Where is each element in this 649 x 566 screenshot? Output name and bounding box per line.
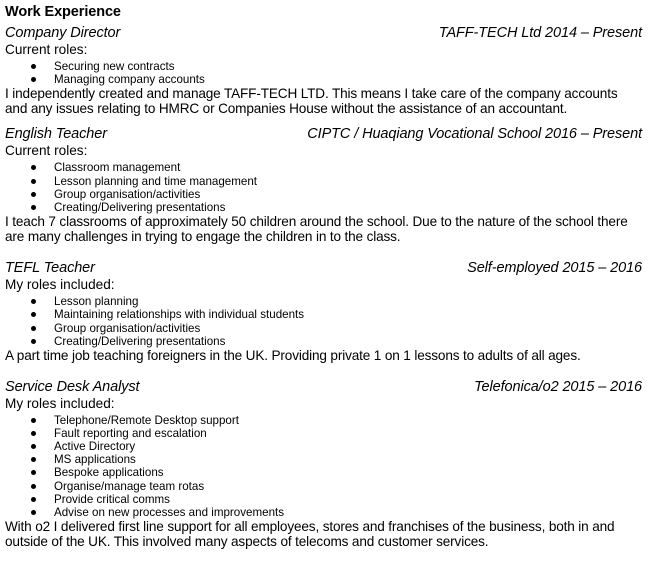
role-text: Advise on new processes and improvements: [54, 505, 285, 519]
work-experience-section: [5, 3, 642, 549]
role-text: MS applications: [54, 453, 136, 467]
bullet-icon: [31, 339, 36, 344]
list-item: [5, 308, 642, 321]
job-header: [5, 126, 642, 143]
list-item: [5, 335, 642, 348]
job-org-dates: TAFF-TECH Ltd 2014 – Present: [438, 25, 642, 41]
job-title: Company Director: [5, 25, 121, 41]
role-text: Group organisation/activities: [54, 187, 201, 201]
roles-label: Current roles:: [5, 143, 88, 159]
role-text: Classroom management: [54, 161, 181, 175]
bullet-icon: [31, 299, 36, 304]
list-item: [5, 453, 642, 466]
role-text: Lesson planning and time management: [54, 174, 258, 188]
job-title: English Teacher: [5, 126, 107, 143]
roles-label: My roles included:: [5, 277, 115, 293]
job-description: A part time job teaching foreigners in the UK. Providing private 1 on 1 lessons to adults of all ages.: [5, 348, 581, 364]
bullet-icon: [31, 418, 36, 423]
job-title: Service Desk Analyst: [5, 378, 140, 395]
list-item: [5, 201, 642, 214]
bullet-icon: [31, 484, 36, 489]
bullet-icon: [31, 510, 36, 515]
role-text: Organise/manage team rotas: [54, 479, 205, 493]
role-text: Creating/Delivering presentations: [54, 334, 226, 348]
bullet-icon: [31, 444, 36, 449]
bullet-icon: [31, 179, 36, 184]
role-text: Bespoke applications: [54, 466, 164, 480]
roles-label: Current roles:: [5, 42, 88, 57]
job-entry-english-teacher: [5, 126, 642, 244]
bullet-icon: [31, 431, 36, 436]
role-text: Provide critical comms: [54, 492, 170, 506]
job-org-dates: CIPTC / Huaqiang Vocational School 2016 – Present: [307, 126, 642, 143]
job-description: I teach 7 classrooms of approximately 50 children around the school. Due to the nature of the school there are many challenges in trying to engage the children in to the class.: [5, 214, 628, 244]
role-text: Securing new contracts: [54, 60, 175, 73]
section-heading: Work Experience: [5, 4, 121, 20]
list-item: [5, 480, 642, 493]
roles-label: My roles included:: [5, 395, 115, 411]
bullet-icon: [31, 326, 36, 331]
job-header: [5, 260, 642, 277]
list-item: [5, 322, 642, 335]
job-entry-service-desk-analyst: [5, 379, 642, 550]
roles-list: [5, 60, 642, 86]
roles-list: [5, 414, 642, 520]
job-description: With o2 I delivered first line support for all employees, stores and franchises of the business, both in and outside of the UK. This involved many aspects of telecoms and customer services.: [5, 519, 615, 549]
list-item: [5, 427, 642, 440]
roles-list: [5, 161, 642, 214]
list-item: [5, 60, 642, 73]
bullet-icon: [31, 312, 36, 317]
list-item: [5, 175, 642, 188]
role-text: Creating/Delivering presentations: [54, 201, 226, 215]
job-header: [5, 25, 642, 42]
role-text: Telephone/Remote Desktop support: [54, 413, 239, 427]
bullet-icon: [31, 77, 36, 82]
list-item: [5, 295, 642, 308]
job-description: I independently created and manage TAFF-TECH LTD. This means I take care of the company accounts and any issues relating to HMRC or Companies House without the assistance of an accountant.: [5, 86, 618, 116]
roles-list: [5, 295, 642, 348]
role-text: Fault reporting and escalation: [54, 426, 207, 440]
list-item: [5, 506, 642, 519]
job-org-dates: Self-employed 2015 – 2016: [467, 260, 642, 277]
bullet-icon: [31, 497, 36, 502]
role-text: Active Directory: [54, 439, 136, 453]
bullet-icon: [31, 205, 36, 210]
bullet-icon: [31, 457, 36, 462]
job-entry-tefl-teacher: [5, 260, 642, 363]
list-item: [5, 188, 642, 201]
role-text: Maintaining relationships with individual students: [54, 308, 305, 322]
list-item: [5, 466, 642, 479]
bullet-icon: [31, 470, 36, 475]
bullet-icon: [31, 165, 36, 170]
bullet-icon: [31, 64, 36, 69]
list-item: [5, 161, 642, 174]
list-item: [5, 493, 642, 506]
job-entry-company-director: [5, 25, 642, 116]
role-text: Lesson planning: [54, 295, 139, 309]
list-item: [5, 414, 642, 427]
role-text: Group organisation/activities: [54, 321, 201, 335]
role-text: Managing company accounts: [54, 73, 205, 87]
list-item: [5, 73, 642, 86]
job-org-dates: Telefonica/o2 2015 – 2016: [474, 378, 642, 395]
job-header: [5, 379, 642, 396]
bullet-icon: [31, 192, 36, 197]
job-title: TEFL Teacher: [5, 260, 95, 277]
list-item: [5, 440, 642, 453]
